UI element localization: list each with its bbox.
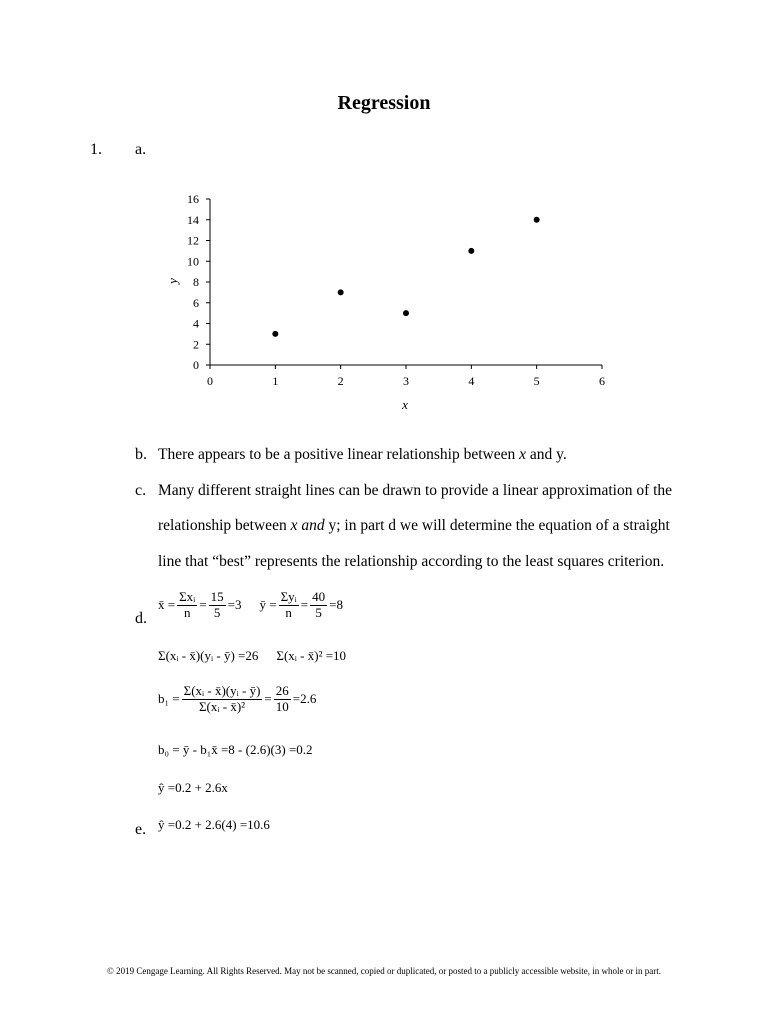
x-axis-ticks: [207, 365, 605, 388]
x-tick-label: 4: [468, 374, 475, 388]
xbar-fraction: [177, 590, 197, 621]
prediction-equation: ŷ =0.2 + 2.6(4) =10.6: [158, 817, 270, 832]
xbar-value-numerator: 15: [210, 589, 224, 604]
part-c-line2-var: x and: [290, 517, 325, 534]
ybar-lhs: ȳ =: [259, 597, 277, 613]
plot-axes: [210, 199, 602, 365]
part-c-line-3: line that “best” represents the relationship according to the least squares criterion.: [158, 553, 665, 570]
data-point: [403, 310, 409, 316]
b1-value-denominator: 10: [275, 698, 289, 714]
y-tick-label: 8: [193, 275, 199, 289]
data-point: [468, 248, 474, 254]
sum-xy-equation: Σ(xᵢ - x̄)(yᵢ - ȳ) =26: [158, 648, 259, 663]
x-tick-label: 5: [533, 374, 540, 388]
intercept-equation: b₀ = ȳ - b₁x̄ =8 - (2.6)(3) =0.2: [158, 742, 313, 757]
scatter-plot: [160, 185, 620, 420]
b1-numerator: Σ(xᵢ - x̄)(yᵢ - ȳ): [183, 683, 261, 698]
part-e-label: e.: [135, 821, 147, 838]
y-tick-label: 14: [187, 212, 199, 227]
ybar-result: =8: [329, 597, 343, 613]
y-tick-label: 4: [193, 316, 199, 331]
y-axis-label: y: [165, 278, 180, 284]
xbar-numerator: Σxᵢ: [179, 589, 196, 604]
sum-xx-equation: Σ(xᵢ - x̄)² =10: [276, 648, 347, 663]
page-title: Regression: [337, 92, 431, 114]
xbar-value-fraction: [209, 590, 226, 621]
b1-denominator: Σ(xᵢ - x̄)²: [198, 698, 246, 714]
question-number: 1.: [90, 141, 102, 158]
ybar-denominator: n: [285, 604, 292, 620]
b1-mid: =: [264, 691, 272, 707]
b1-lhs: b₁ =: [158, 691, 180, 707]
b1-result: =2.6: [292, 691, 317, 707]
data-point: [338, 289, 344, 295]
x-tick-label: 6: [599, 374, 605, 388]
sums-equations: [158, 648, 346, 664]
ybar-value-fraction: [310, 590, 327, 621]
y-tick-label: 6: [193, 295, 199, 310]
y-axis-ticks: [187, 192, 210, 372]
x-tick-label: 1: [272, 374, 279, 388]
part-b-pre: There appears to be a positive linear relationship between: [158, 446, 520, 463]
xbar-denominator: n: [183, 604, 191, 620]
data-point: [534, 217, 540, 223]
part-a-label: a.: [135, 141, 147, 158]
part-b-text: [158, 446, 567, 464]
ybar-mid: =: [300, 597, 309, 613]
part-d-label: d.: [135, 610, 147, 627]
y-tick-label: 12: [187, 233, 199, 248]
x-axis-label: x: [402, 397, 408, 412]
mean-equations: [158, 590, 343, 621]
xbar-result: =3: [227, 597, 242, 613]
ybar-fraction: [279, 590, 299, 621]
y-tick-label: 10: [187, 254, 199, 269]
x-tick-label: 3: [403, 374, 409, 388]
part-c-line2-pre: relationship between: [158, 517, 291, 534]
x-tick-label: 2: [337, 374, 344, 388]
xbar-lhs: x̄ =: [158, 597, 176, 613]
part-b-post: and y.: [526, 446, 567, 463]
y-tick-label: 16: [187, 192, 199, 206]
regression-equation: ŷ =0.2 + 2.6x: [158, 780, 228, 795]
copyright-footer: © 2019 Cengage Learning. All Rights Reserved. May not be scanned, copied or duplicated, or posted to a publicly accessible website, in whole or in part.: [107, 966, 661, 976]
y-tick-label: 2: [193, 337, 199, 352]
xbar-value-denominator: 5: [213, 604, 221, 620]
data-points: [272, 217, 539, 337]
ybar-numerator: Σyᵢ: [280, 589, 297, 604]
b1-value-fraction: [274, 684, 291, 715]
part-b-var: x: [519, 446, 526, 463]
data-point: [272, 331, 278, 337]
ybar-value-denominator: 5: [315, 604, 322, 620]
part-c-label: c.: [135, 482, 147, 499]
b1-fraction: [182, 684, 263, 715]
y-tick-label: 0: [193, 358, 199, 372]
part-c-line-2: [158, 517, 670, 535]
part-c-line-1: Many different straight lines can be drawn to provide a linear approximation of the: [158, 482, 673, 499]
slope-equation: [158, 684, 316, 715]
ybar-value-numerator: 40: [312, 589, 326, 604]
part-c-line2-post: y; in part d we will determine the equation of a straight: [324, 517, 670, 534]
b1-value-numerator: 26: [275, 683, 289, 698]
x-tick-label: 0: [207, 374, 213, 388]
xbar-mid: =: [199, 597, 207, 613]
part-b-label: b.: [135, 446, 147, 463]
